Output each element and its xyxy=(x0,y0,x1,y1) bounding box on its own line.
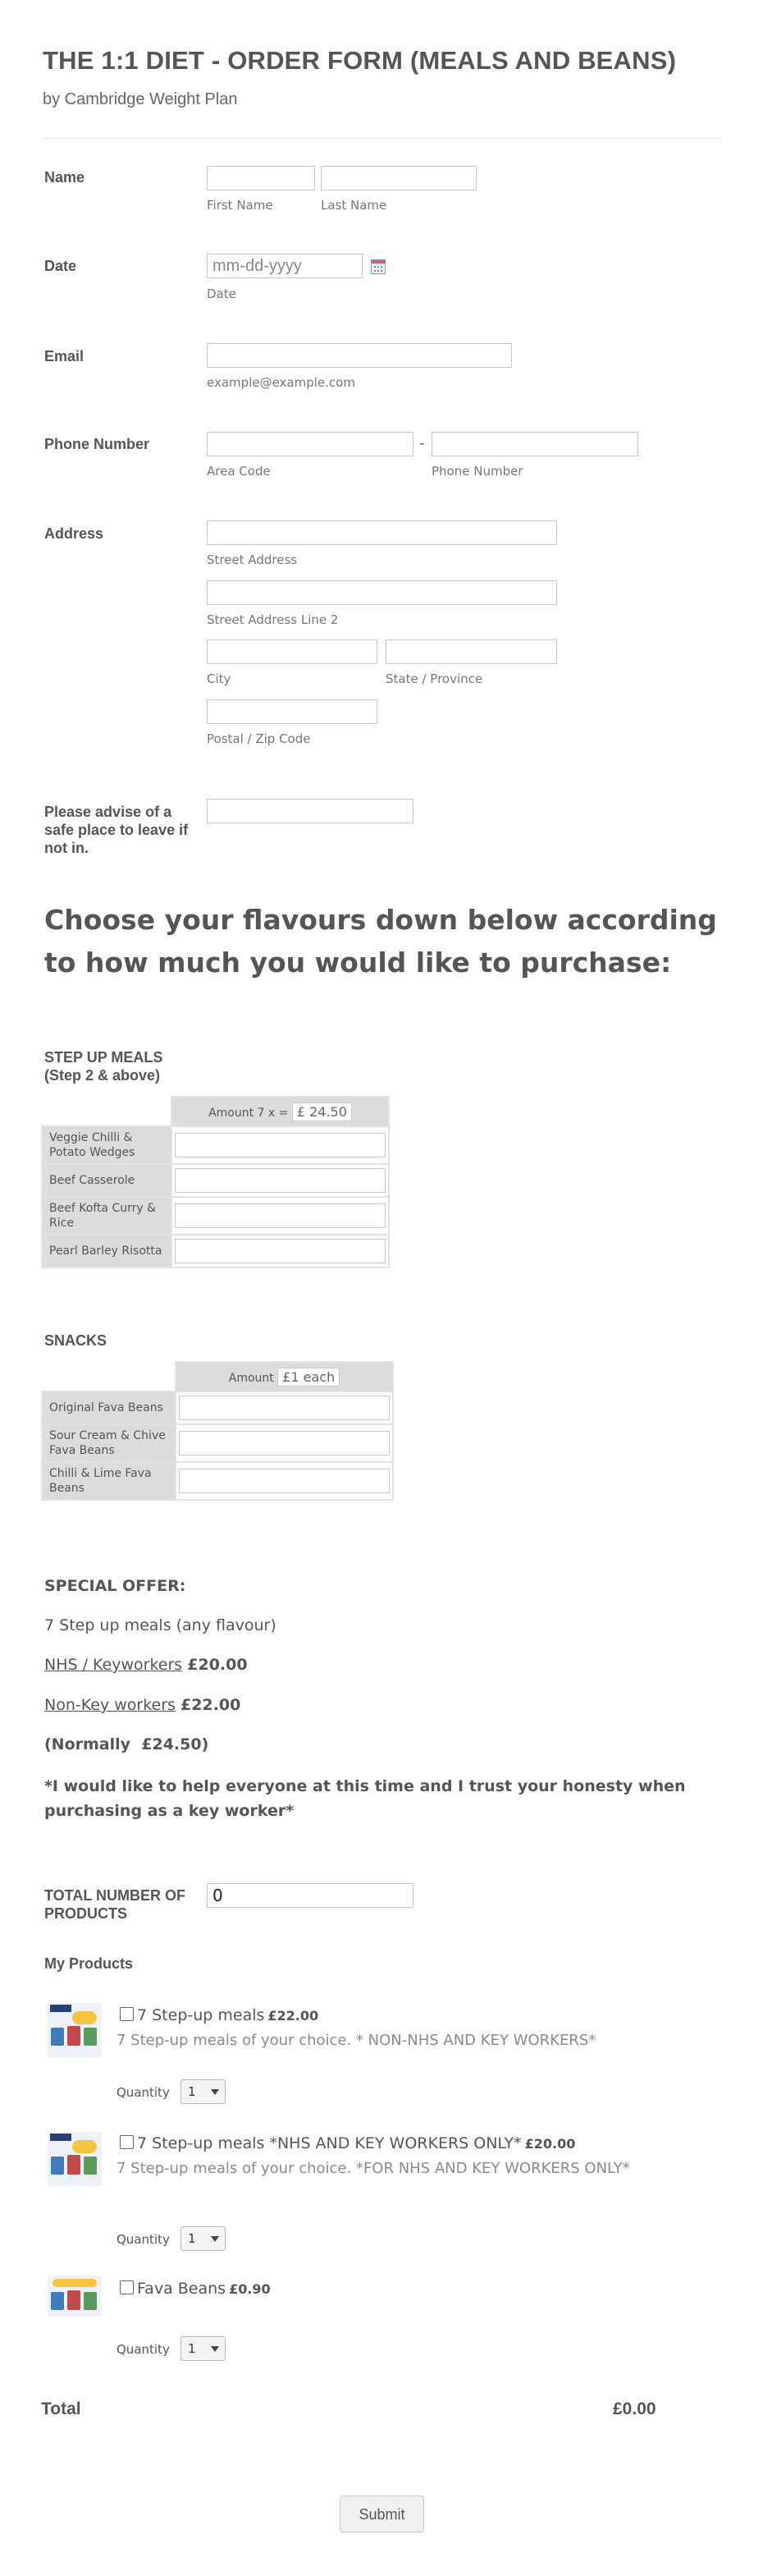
chevron-down-icon xyxy=(211,2236,219,2242)
offer-non-key xyxy=(44,1696,240,1714)
quantity-select[interactable] xyxy=(180,2336,226,2361)
product-image xyxy=(48,2003,102,2057)
product-checkbox[interactable] xyxy=(120,2007,134,2021)
product-title: 7 Step-up meals xyxy=(137,2006,265,2024)
state-input[interactable] xyxy=(386,639,557,664)
meals-row-label: Veggie Chilli & Potato Wedges xyxy=(42,1126,171,1164)
meals-amount-price: £ 24.50 xyxy=(292,1102,352,1121)
snacks-amount-input[interactable] xyxy=(179,1431,390,1455)
date-label: Date xyxy=(44,258,77,274)
snacks-amount-input[interactable] xyxy=(179,1396,390,1420)
offer-normally: (Normally £24.50) xyxy=(44,1735,209,1753)
product-price: £22.00 xyxy=(267,2008,319,2024)
product-price: £20.00 xyxy=(524,2136,576,2152)
street-address-input[interactable] xyxy=(207,520,557,545)
calendar-icon[interactable] xyxy=(371,259,386,274)
last-name-sublabel: Last Name xyxy=(321,198,387,213)
meals-row-label: Pearl Barley Risotta xyxy=(42,1235,171,1267)
total-products-label-line1: TOTAL NUMBER OF xyxy=(44,1887,185,1904)
meals-row-label: Beef Kofta Curry & Rice xyxy=(42,1197,171,1235)
city-sublabel: City xyxy=(207,672,231,686)
product-price: £0.90 xyxy=(229,2281,271,2297)
snacks-amount-header xyxy=(176,1362,393,1391)
form-title: THE 1:1 DIET - ORDER FORM (MEALS AND BEANS) xyxy=(43,46,677,75)
form-subtitle: by Cambridge Weight Plan xyxy=(43,90,238,108)
state-sublabel: State / Province xyxy=(386,672,483,686)
snacks-amount-header-text: Amount xyxy=(228,1371,274,1385)
first-name-input[interactable] xyxy=(207,166,315,190)
snacks-matrix xyxy=(41,1361,394,1501)
meals-amount-input[interactable] xyxy=(175,1239,386,1263)
quantity-label: Quantity xyxy=(117,2085,170,2100)
product-checkbox[interactable] xyxy=(120,2280,134,2294)
total-value: £0.00 xyxy=(613,2400,656,2418)
offer-non-key-price: £22.00 xyxy=(180,1696,241,1714)
offer-heading: SPECIAL OFFER: xyxy=(44,1577,186,1595)
quantity-label: Quantity xyxy=(117,2232,170,2247)
date-sublabel: Date xyxy=(207,286,236,301)
snacks-row-label: Chilli & Lime Fava Beans xyxy=(42,1462,176,1500)
header-divider xyxy=(43,138,722,139)
snacks-row-label: Sour Cream & Chive Fava Beans xyxy=(42,1424,176,1462)
offer-line1: 7 Step up meals (any flavour) xyxy=(44,1616,276,1634)
total-products-label-line2: PRODUCTS xyxy=(44,1905,128,1922)
safe-place-input[interactable] xyxy=(207,799,413,823)
safe-place-label-line3: not in. xyxy=(44,840,89,856)
product-image xyxy=(48,2276,102,2317)
street-address-line2-sublabel: Street Address Line 2 xyxy=(207,612,339,627)
meals-heading xyxy=(44,1048,162,1084)
offer-nhs-label: NHS / Keyworkers xyxy=(44,1656,183,1674)
flavours-heading: Choose your flavours down below according to how much you would like to purchase: xyxy=(44,904,717,979)
first-name-sublabel: First Name xyxy=(207,198,273,213)
submit-button[interactable]: Submit xyxy=(340,2496,424,2532)
product-image xyxy=(48,2132,102,2186)
meals-amount-header-text: Amount 7 x = xyxy=(208,1106,289,1120)
phone-label: Phone Number xyxy=(44,436,150,452)
name-label: Name xyxy=(44,169,85,186)
email-sublabel: example@example.com xyxy=(207,375,355,390)
date-input[interactable]: mm-dd-yyyy xyxy=(207,254,363,278)
product-option[interactable] xyxy=(120,2134,575,2152)
product-option[interactable] xyxy=(120,2280,271,2298)
postal-code-sublabel: Postal / Zip Code xyxy=(207,731,311,746)
snacks-heading: SNACKS xyxy=(44,1332,107,1349)
meals-amount-header xyxy=(171,1097,389,1126)
phone-number-sublabel: Phone Number xyxy=(432,464,523,479)
email-label: Email xyxy=(44,348,85,364)
product-title: 7 Step-up meals *NHS AND KEY WORKERS ONLY* xyxy=(137,2134,522,2152)
quantity-select[interactable] xyxy=(180,2226,226,2251)
offer-non-key-label: Non-Key workers xyxy=(44,1696,176,1714)
quantity-value: 1 xyxy=(188,2084,196,2099)
area-code-sublabel: Area Code xyxy=(207,464,271,479)
meals-amount-input[interactable] xyxy=(175,1133,386,1157)
address-label: Address xyxy=(44,525,104,542)
street-address-line2-input[interactable] xyxy=(207,580,557,605)
product-checkbox[interactable] xyxy=(120,2135,134,2149)
city-input[interactable] xyxy=(207,639,377,664)
offer-nhs-price: £20.00 xyxy=(187,1656,248,1674)
meals-matrix xyxy=(41,1096,390,1268)
product-option[interactable] xyxy=(120,2006,318,2024)
quantity-value: 1 xyxy=(188,2231,196,2246)
chevron-down-icon xyxy=(211,2346,219,2352)
meals-amount-input[interactable] xyxy=(175,1203,386,1228)
safe-place-label xyxy=(44,803,188,857)
phone-separator: - xyxy=(419,434,425,452)
meals-heading-line1: STEP UP MEALS xyxy=(44,1049,163,1066)
meals-amount-input[interactable] xyxy=(175,1168,386,1193)
product-title: Fava Beans xyxy=(137,2280,226,2298)
last-name-input[interactable] xyxy=(321,166,477,190)
street-address-sublabel: Street Address xyxy=(207,552,298,567)
offer-nhs xyxy=(44,1656,248,1674)
area-code-input[interactable] xyxy=(207,432,413,456)
safe-place-label-line1: Please advise of a xyxy=(44,804,172,820)
quantity-label: Quantity xyxy=(117,2342,170,2357)
total-label: Total xyxy=(41,2400,81,2418)
meals-row-label: Beef Casserole xyxy=(42,1164,171,1197)
postal-code-input[interactable] xyxy=(207,699,377,724)
snacks-row-label: Original Fava Beans xyxy=(42,1391,176,1424)
chevron-down-icon xyxy=(211,2089,219,2095)
snacks-amount-input[interactable] xyxy=(179,1469,390,1493)
products-heading: My Products xyxy=(44,1955,134,1972)
quantity-value: 1 xyxy=(188,2341,196,2356)
quantity-select[interactable] xyxy=(180,2079,226,2104)
product-description: 7 Step-up meals of your choice. * NON-NHS AND KEY WORKERS* xyxy=(117,2032,596,2049)
safe-place-label-line2: safe place to leave if xyxy=(44,822,189,838)
meals-heading-line2: (Step 2 & above) xyxy=(44,1067,161,1084)
snacks-amount-price: £1 each xyxy=(277,1368,340,1387)
offer-honesty: *I would like to help everyone at this time and I trust your honesty when purchasing as a key worker* xyxy=(44,1777,686,1820)
total-products-label xyxy=(44,1886,185,1923)
phone-number-input[interactable] xyxy=(432,432,638,456)
total-products-input[interactable]: 0 xyxy=(207,1883,413,1908)
product-description: 7 Step-up meals of your choice. *FOR NHS AND KEY WORKERS ONLY* xyxy=(117,2160,630,2177)
email-input[interactable] xyxy=(207,343,512,368)
